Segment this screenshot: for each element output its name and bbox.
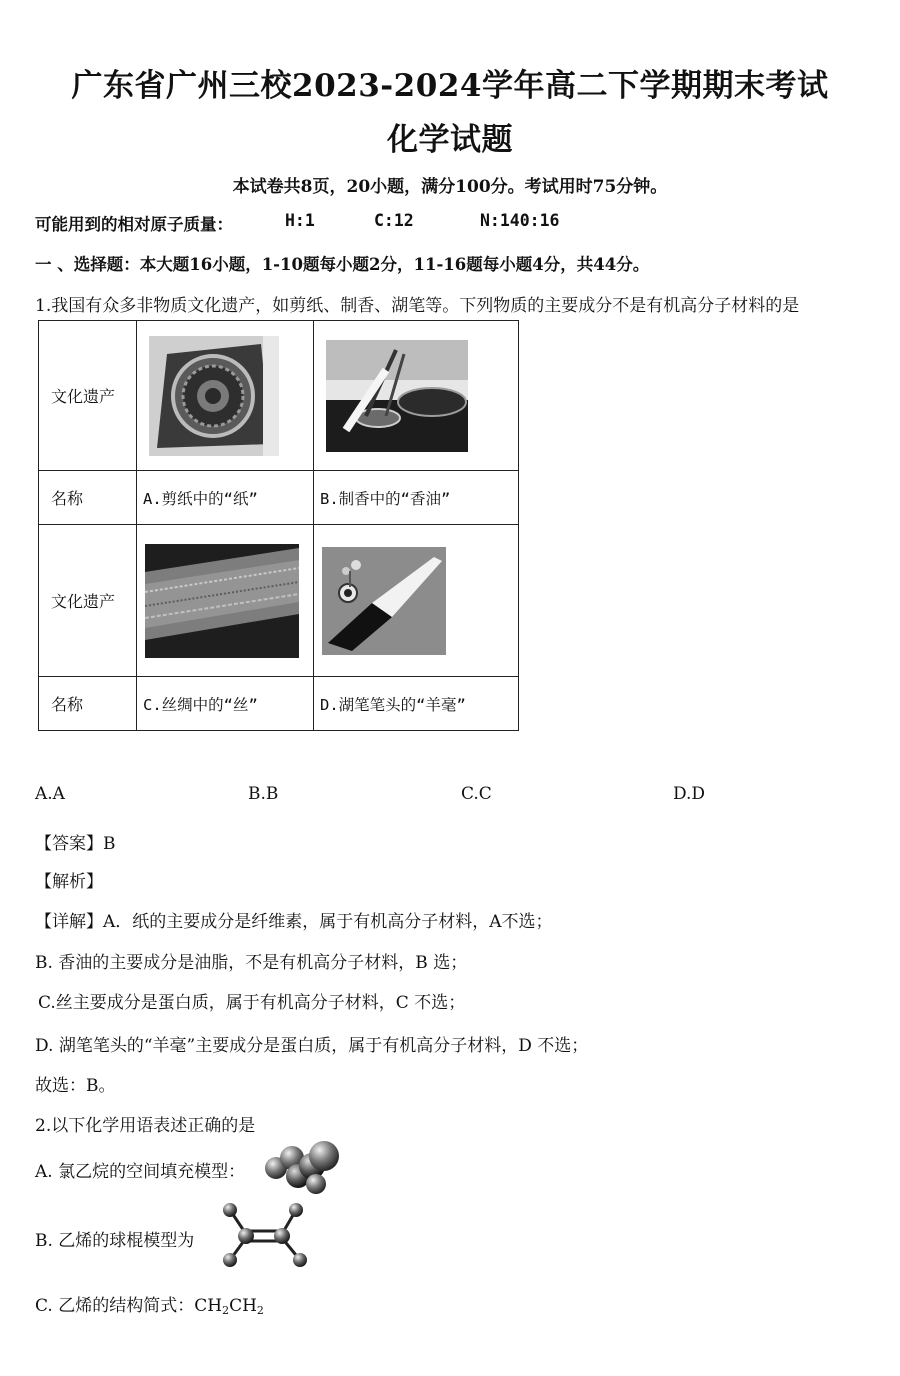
- q1-detail-c: C.丝主要成分是蛋白质，属于有机高分子材料，C 不选；: [38, 993, 466, 1013]
- name-b: B.制香中的“香油”: [314, 471, 519, 525]
- name-d: D.湖笔笔头的“羊毫”: [314, 677, 519, 731]
- atomic-mass-label: 可能用到的相对原子质量：: [35, 215, 233, 234]
- q2-stem: 2.以下化学用语表述正确的是: [35, 1116, 256, 1136]
- q1-detail-a: 【详解】A．纸的主要成分是纤维素，属于有机高分子材料，A不选；: [35, 912, 553, 932]
- chloroethane-space-filling-model: [262, 1138, 344, 1202]
- q2-option-c-label: C. 乙烯的结构简式：: [35, 1296, 195, 1316]
- heritage-label-2: 文化遗产: [39, 525, 137, 677]
- incense-making-image: [326, 340, 468, 452]
- q1-conclusion: 故选：B。: [35, 1076, 116, 1096]
- q1-option-b: B.B: [248, 784, 279, 804]
- heritage-label: 文化遗产: [39, 321, 137, 471]
- section-heading: 一 、选择题：本大题16小题，1-10题每小题2分，11-16题每小题4分，共44分。: [35, 255, 650, 274]
- paper-cut-image: [149, 336, 279, 456]
- subject-title: 化学试题: [387, 122, 513, 158]
- image-cell-b: [314, 321, 519, 471]
- silk-image: [145, 544, 299, 658]
- q1-detail-d: D. 湖笔笔头的“羊毫”主要成分是蛋白质，属于有机高分子材料，D 不选；: [35, 1036, 589, 1056]
- q1-table: [38, 320, 519, 731]
- name-a: A.剪纸中的“纸”: [137, 471, 314, 525]
- name-label-1: 名称: [39, 471, 137, 525]
- q1-stem: 1.我国有众多非物质文化遗产，如剪纸、制香、湖笔等。下列物质的主要成分不是有机高分子材料的是: [35, 296, 800, 316]
- q1-analysis: 【解析】: [35, 872, 103, 892]
- atomic-mass-c: C:12: [374, 211, 414, 230]
- ethylene-formula: CH2CH2: [194, 1296, 264, 1317]
- image-cell-a: [137, 321, 314, 471]
- exam-info: 本试卷共8页，20小题，满分100分。考试用时75分钟。: [232, 177, 668, 197]
- atomic-mass-h: H:1: [285, 211, 315, 230]
- brush-image: [322, 547, 446, 655]
- q1-option-d: D.D: [673, 784, 706, 804]
- q2-option-c: [35, 1291, 264, 1317]
- image-cell-c: [137, 525, 314, 677]
- name-c: C.丝绸中的“丝”: [137, 677, 314, 731]
- atomic-mass-n: N:140:16: [480, 211, 560, 230]
- q1-answer: 【答案】B: [35, 834, 116, 854]
- image-cell-d: [314, 525, 519, 677]
- q2-option-b: B. 乙烯的球棍模型为: [35, 1231, 195, 1251]
- name-label-2: 名称: [39, 677, 137, 731]
- q1-detail-b: B. 香油的主要成分是油脂，不是有机高分子材料，B 选；: [35, 953, 468, 973]
- exam-title: 广东省广州三校2023-2024学年高二下学期期末考试: [71, 68, 829, 104]
- q2-option-a: A. 氯乙烷的空间填充模型：: [35, 1162, 246, 1182]
- ethylene-ball-stick-model: [212, 1198, 318, 1278]
- q1-option-a: A.A: [35, 784, 65, 804]
- q1-option-c: C.C: [461, 784, 492, 804]
